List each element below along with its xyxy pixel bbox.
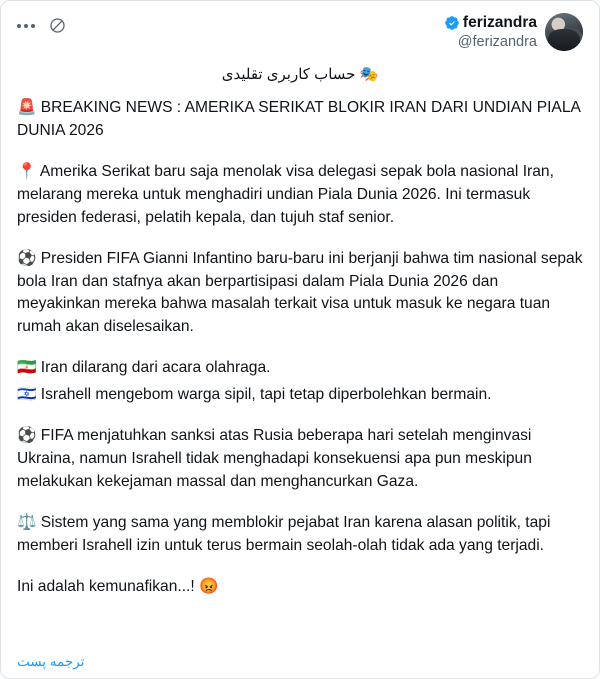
author-names	[444, 13, 537, 52]
tweet-paragraph	[17, 97, 583, 143]
tweet-header-actions	[17, 13, 66, 34]
tweet-paragraph-text: Ini adalah kemunafikan...! 😡	[17, 577, 219, 595]
tweet-paragraph-text: Iran dilarang dari acara olahraga.	[40, 359, 271, 377]
iran-flag-icon: 🇮🇷	[17, 359, 37, 377]
tweet-paragraph	[17, 576, 583, 599]
tweet-body	[17, 97, 583, 599]
tweet-author[interactable]	[444, 13, 583, 52]
soccer-ball-icon: ⚽	[17, 427, 37, 445]
ellipsis-icon[interactable]	[17, 24, 35, 28]
slash-circle-icon[interactable]	[49, 17, 66, 34]
translate-post-link[interactable]: ترجمه پست	[17, 654, 85, 669]
tweet-paragraph	[17, 357, 583, 380]
tweet-paragraph-text: Presiden FIFA Gianni Infantino baru-baru ini berjanji bahwa tim nasional sepak bola Iran dan stafnya akan berpartisipasi dalam Piala Dunia 2026 dan meyakinkan mereka bahwa masalah terkait visa untuk masuk ke negara tuan rumah akan diselesaikan.	[17, 249, 583, 336]
israel-flag-icon: 🇮🇱	[17, 386, 37, 404]
pin-icon: 📍	[17, 162, 37, 180]
tweet-header	[17, 13, 583, 59]
tweet-paragraph	[17, 384, 583, 407]
avatar[interactable]	[545, 13, 583, 51]
tweet-paragraph	[17, 512, 583, 558]
tweet-paragraph	[17, 248, 583, 340]
tweet-paragraph-text: Amerika Serikat baru saja menolak visa delegasi sepak bola nasional Iran, melarang mereka untuk menghadiri undian Piala Dunia 2026. Ini termasuk presiden federasi, pelatih kepala, dan tujuh staf senior.	[17, 162, 554, 226]
profile-tagline: 🎭 حساب كاربرى تقليدى	[221, 66, 379, 83]
soccer-ball-icon: ⚽	[17, 249, 37, 267]
tweet-paragraph	[17, 161, 583, 230]
tweet-paragraph-text: BREAKING NEWS : AMERIKA SERIKAT BLOKIR IRAN DARI UNDIAN PIALA DUNIA 2026	[17, 99, 581, 139]
siren-icon: 🚨	[17, 99, 37, 116]
tweet-paragraph	[17, 425, 583, 494]
tweet-paragraph-text: FIFA menjatuhkan sanksi atas Rusia beberapa hari setelah menginvasi Ukraina, namun Israhell tidak menghadapi konsekuensi apa pun meskipun melakukan kekejaman massal dan menghancurkan Gaza.	[17, 427, 532, 490]
display-name: ferizandra	[462, 14, 537, 31]
verified-badge-icon	[444, 15, 460, 31]
handle: @ferizandra	[457, 34, 537, 51]
display-name-row	[444, 13, 537, 32]
tweet-paragraph-text: Sistem yang sama yang memblokir pejabat Iran karena alasan politik, tapi memberi Israhell izin untuk terus bermain seolah-olah tidak ada yang terjadi.	[17, 513, 551, 554]
scales-icon: ⚖️	[17, 513, 37, 531]
tweet-paragraph-text: Israhell mengebom warga sipil, tapi tetap diperbolehkan bermain.	[40, 386, 492, 404]
